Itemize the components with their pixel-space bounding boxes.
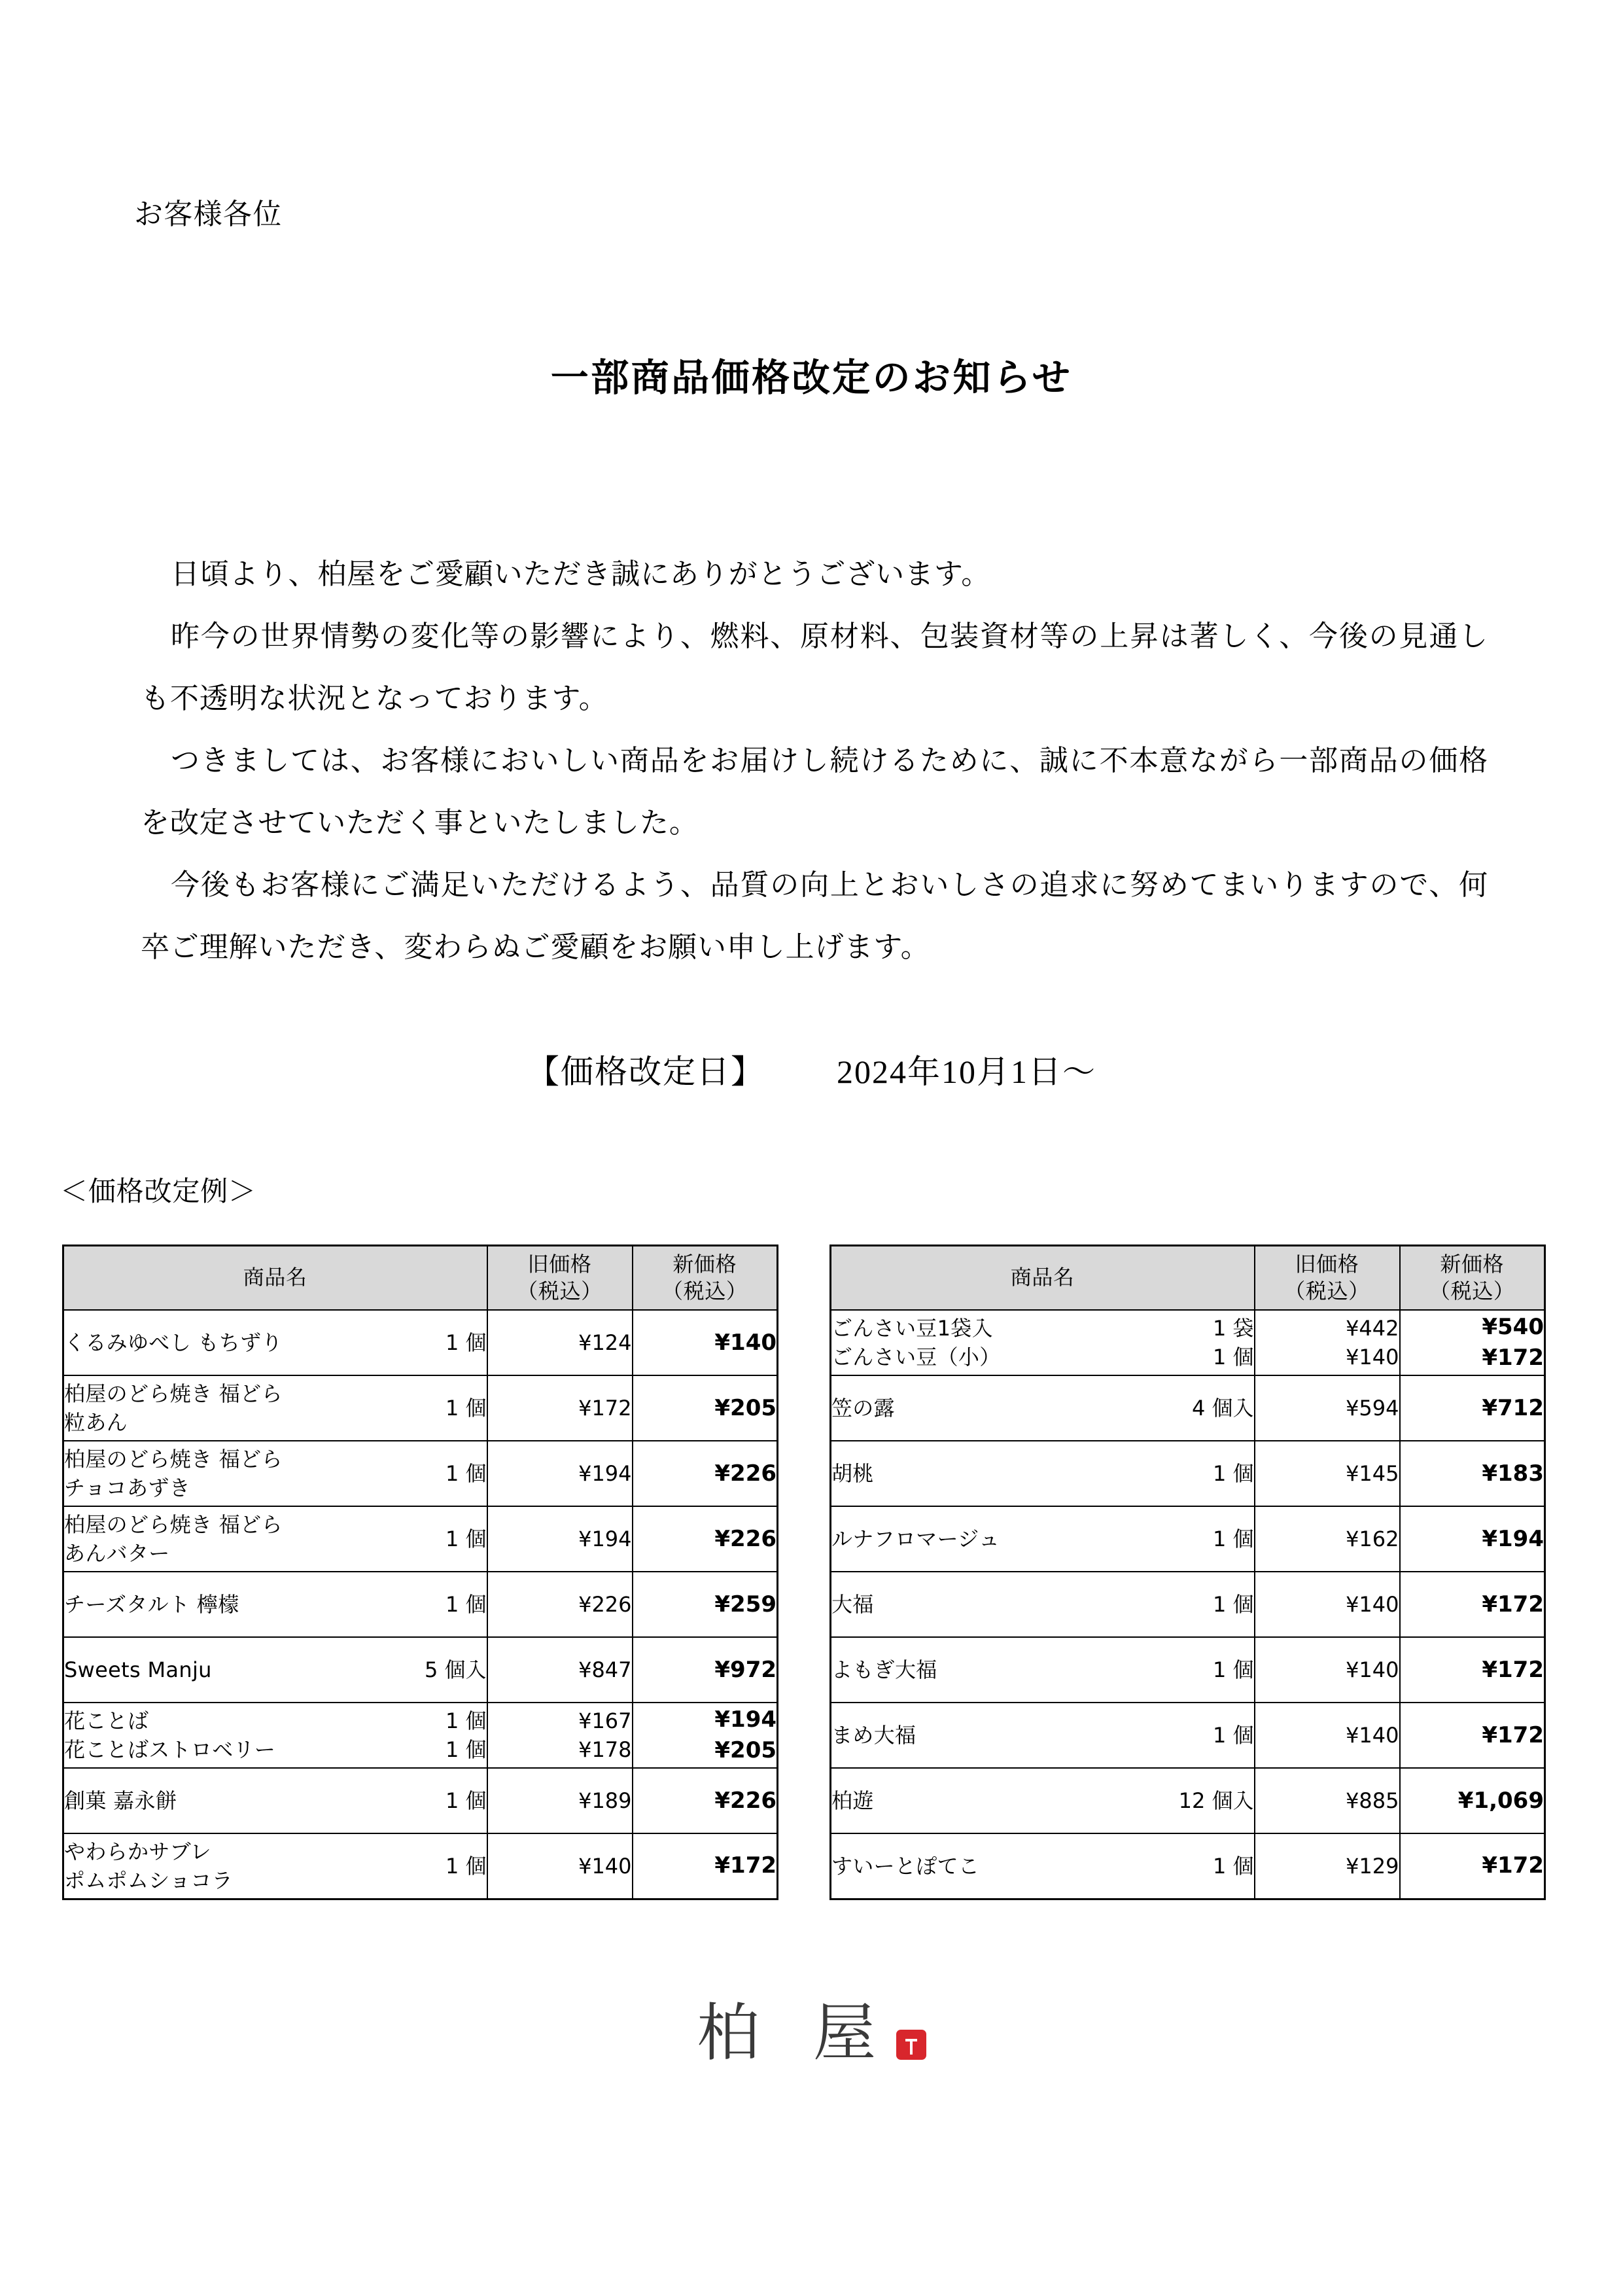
cell-product-name-line: ポムポムショコラ <box>64 1867 233 1893</box>
cell-product-name <box>830 1441 1135 1506</box>
cell-product-name-line: 胡桃 <box>831 1460 874 1486</box>
cell-product-name-line: ごんさい豆（小） <box>831 1345 1001 1369</box>
cell-new-price <box>1400 1833 1545 1899</box>
cell-old-price-line: ¥145 <box>1346 1460 1399 1486</box>
cell-product-name-line: あんバター <box>64 1541 170 1566</box>
cell-product-name-line: 笠の露 <box>831 1395 895 1421</box>
cell-quantity <box>368 1768 487 1833</box>
cell-new-price <box>1400 1441 1545 1506</box>
cell-quantity-line: 1 個 <box>1212 1526 1254 1551</box>
price-tables-area <box>62 1245 1546 1900</box>
cell-new-price-line: ¥226 <box>714 1525 777 1552</box>
cell-new-price-line: ¥172 <box>714 1852 777 1879</box>
cell-old-price-line: ¥172 <box>578 1395 632 1421</box>
table-row <box>63 1703 778 1768</box>
cell-product-name <box>830 1375 1135 1441</box>
cell-product-name <box>830 1506 1135 1572</box>
cell-new-price-line: ¥712 <box>1482 1394 1544 1421</box>
cell-old-price <box>1255 1375 1400 1441</box>
cell-old-price-line: ¥140 <box>1346 1657 1399 1682</box>
cell-new-price-line: ¥540 <box>1482 1314 1544 1341</box>
table-row <box>830 1310 1544 1375</box>
cell-new-price-line: ¥172 <box>1482 1852 1544 1879</box>
cell-old-price-line: ¥140 <box>1346 1722 1399 1748</box>
cell-old-price <box>1255 1768 1400 1833</box>
revision-date <box>0 1046 1623 1093</box>
cell-new-price <box>1400 1375 1545 1441</box>
cell-new-price <box>633 1310 778 1375</box>
cell-product-name <box>63 1572 368 1637</box>
cell-quantity-line: 1 個 <box>1212 1345 1254 1369</box>
cell-old-price-line: ¥140 <box>1346 1345 1399 1369</box>
cell-quantity-line: 1 個 <box>445 1737 487 1762</box>
cell-new-price-line: ¥194 <box>1482 1525 1544 1552</box>
cell-old-price-line: ¥140 <box>578 1853 632 1879</box>
cell-new-price <box>1400 1637 1545 1703</box>
table-row <box>830 1833 1544 1899</box>
old-price-header-line2: （税込） <box>517 1279 602 1303</box>
cell-new-price-line: ¥172 <box>1482 1345 1544 1371</box>
revision-date-value: 2024年10月1日〜 <box>837 1053 1096 1090</box>
cell-quantity <box>368 1310 487 1375</box>
cell-old-price-line: ¥167 <box>578 1708 632 1733</box>
cell-new-price-line: ¥172 <box>1482 1656 1544 1683</box>
cell-new-price <box>1400 1310 1545 1375</box>
cell-quantity <box>368 1375 487 1441</box>
cell-quantity <box>1135 1375 1254 1441</box>
cell-new-price <box>633 1637 778 1703</box>
table-row <box>63 1506 778 1572</box>
cell-product-name-line: すいーとぽてこ <box>831 1853 980 1879</box>
cell-quantity <box>1135 1506 1254 1572</box>
cell-product-name-line: くるみゆべし もちずり <box>64 1330 283 1355</box>
price-table-left <box>62 1245 778 1900</box>
cell-old-price-line: ¥847 <box>578 1657 632 1682</box>
cell-new-price-line: ¥172 <box>1482 1591 1544 1617</box>
table-row <box>63 1441 778 1506</box>
cell-new-price-line: ¥205 <box>714 1737 777 1763</box>
cell-product-name <box>63 1637 368 1703</box>
table-row <box>830 1572 1544 1637</box>
cell-old-price <box>487 1572 633 1637</box>
cell-quantity-line: 1 個 <box>445 1591 487 1617</box>
cell-product-name-line: Sweets Manju <box>64 1657 212 1682</box>
cell-quantity <box>368 1833 487 1899</box>
price-table-right-body <box>830 1310 1544 1899</box>
cell-product-name-line: チーズタルト 檸檬 <box>64 1591 239 1617</box>
cell-new-price <box>633 1703 778 1768</box>
cell-new-price <box>633 1375 778 1441</box>
cell-new-price <box>1400 1703 1545 1768</box>
table-row <box>63 1310 778 1375</box>
cell-quantity-line: 1 個 <box>445 1526 487 1551</box>
cell-quantity-line: 1 個 <box>445 1708 487 1733</box>
cell-product-name <box>830 1833 1135 1899</box>
cell-old-price <box>1255 1833 1400 1899</box>
cell-product-name-line: やわらかサブレ <box>64 1839 211 1864</box>
cell-old-price-line: ¥162 <box>1346 1526 1399 1551</box>
seal-stamp-icon <box>896 2030 926 2060</box>
new-price-header-line1: 新価格 <box>1440 1251 1505 1277</box>
cell-new-price <box>633 1833 778 1899</box>
cell-old-price-line: ¥194 <box>578 1526 632 1551</box>
company-name: 柏 屋 <box>697 1998 895 2068</box>
cell-product-name-line: 粒あん <box>64 1410 128 1435</box>
cell-quantity-line: 1 個 <box>445 1788 487 1813</box>
column-header-product-name: 商品名 <box>63 1246 487 1311</box>
company-logo <box>0 1998 1623 2068</box>
cell-product-name-line: 柏遊 <box>831 1788 874 1813</box>
cell-quantity <box>1135 1572 1254 1637</box>
table-row <box>63 1768 778 1833</box>
table-row <box>830 1637 1544 1703</box>
cell-new-price <box>1400 1506 1545 1572</box>
salutation: お客様各位 <box>134 198 283 230</box>
cell-product-name <box>830 1310 1135 1375</box>
cell-product-name <box>63 1375 368 1441</box>
new-price-header-line2: （税込） <box>1429 1279 1515 1303</box>
cell-product-name-line: 柏屋のどら焼き 福どら <box>64 1446 283 1472</box>
cell-quantity-line: 1 個 <box>445 1460 487 1486</box>
cell-old-price-line: ¥594 <box>1346 1395 1399 1421</box>
cell-old-price <box>1255 1310 1400 1375</box>
cell-old-price-line: ¥194 <box>578 1460 632 1486</box>
cell-product-name <box>63 1441 368 1506</box>
cell-old-price <box>487 1833 633 1899</box>
revision-date-label: 【価格改定日】 <box>527 1053 765 1090</box>
old-price-header-line2: （税込） <box>1284 1279 1370 1303</box>
cell-old-price <box>1255 1637 1400 1703</box>
cell-old-price <box>1255 1703 1400 1768</box>
table-row <box>63 1833 778 1899</box>
cell-quantity-line: 1 個 <box>1212 1722 1254 1748</box>
cell-quantity-line: 1 個 <box>1212 1591 1254 1617</box>
cell-quantity-line: 1 個 <box>1212 1460 1254 1486</box>
cell-new-price-line: ¥259 <box>714 1591 777 1617</box>
cell-old-price <box>1255 1572 1400 1637</box>
cell-new-price-line: ¥1,069 <box>1457 1787 1544 1814</box>
table-row <box>830 1441 1544 1506</box>
cell-new-price <box>633 1506 778 1572</box>
cell-quantity-line: 12 個入 <box>1178 1788 1254 1813</box>
cell-product-name <box>830 1768 1135 1833</box>
cell-new-price <box>633 1768 778 1833</box>
cell-quantity-line: 5 個入 <box>424 1657 487 1682</box>
cell-quantity <box>368 1572 487 1637</box>
cell-old-price <box>1255 1506 1400 1572</box>
cell-new-price <box>1400 1768 1545 1833</box>
cell-product-name-line: 創菓 嘉永餅 <box>64 1788 177 1813</box>
cell-product-name-line: 花ことばストロベリー <box>64 1737 276 1762</box>
new-price-header-line1: 新価格 <box>672 1251 737 1277</box>
cell-old-price-line: ¥129 <box>1346 1853 1399 1879</box>
column-header-old-price <box>1255 1246 1400 1311</box>
cell-quantity-line: 1 個 <box>445 1395 487 1421</box>
cell-new-price-line: ¥226 <box>714 1460 777 1487</box>
table-row <box>63 1375 778 1441</box>
page-title: 一部商品価格改定のお知らせ <box>550 357 1073 399</box>
cell-quantity <box>1135 1768 1254 1833</box>
cell-product-name <box>63 1703 368 1768</box>
cell-new-price-line: ¥140 <box>714 1329 777 1356</box>
cell-quantity-line: 1 個 <box>445 1330 487 1355</box>
cell-quantity <box>368 1441 487 1506</box>
cell-old-price <box>487 1768 633 1833</box>
cell-quantity <box>368 1637 487 1703</box>
cell-old-price-line: ¥124 <box>578 1330 632 1355</box>
cell-product-name-line: チョコあずき <box>64 1475 190 1500</box>
cell-old-price <box>487 1506 633 1572</box>
column-header-new-price <box>633 1246 778 1311</box>
cell-quantity <box>368 1703 487 1768</box>
cell-product-name <box>63 1768 368 1833</box>
cell-product-name <box>63 1506 368 1572</box>
old-price-header-line1: 旧価格 <box>1295 1251 1359 1277</box>
cell-old-price <box>487 1703 633 1768</box>
cell-product-name-line: 柏屋のどら焼き 福どら <box>64 1511 283 1537</box>
cell-product-name-line: よもぎ大福 <box>831 1657 937 1682</box>
price-table-left-body <box>63 1310 778 1899</box>
cell-old-price <box>487 1375 633 1441</box>
cell-old-price-line: ¥140 <box>1346 1591 1399 1617</box>
cell-quantity-line: 1 袋 <box>1212 1315 1254 1341</box>
cell-new-price <box>633 1441 778 1506</box>
body-paragraph-4: 今後もお客様にご満足いただけるよう、品質の向上とおいしさの追求に努めてまいりますので、何卒ご理解いただき、変わらぬご愛顧をお願い申し上げます。 <box>141 869 1488 963</box>
cell-product-name-line: まめ大福 <box>831 1722 916 1748</box>
cell-product-name <box>63 1833 368 1899</box>
cell-new-price-line: ¥205 <box>714 1394 777 1421</box>
cell-product-name <box>830 1703 1135 1768</box>
cell-quantity-line: 1 個 <box>1212 1657 1254 1682</box>
cell-old-price <box>487 1310 633 1375</box>
cell-product-name-line: ルナフロマージュ <box>831 1526 1000 1551</box>
cell-old-price-line: ¥885 <box>1346 1788 1399 1813</box>
cell-new-price-line: ¥194 <box>714 1706 777 1733</box>
table-row <box>830 1703 1544 1768</box>
cell-quantity <box>1135 1703 1254 1768</box>
column-header-old-price <box>487 1246 633 1311</box>
cell-product-name-line: 柏屋のどら焼き 福どら <box>64 1381 283 1406</box>
cell-product-name-line: 花ことば <box>64 1708 149 1733</box>
cell-old-price-line: ¥442 <box>1346 1315 1399 1341</box>
cell-quantity <box>368 1506 487 1572</box>
cell-new-price-line: ¥172 <box>1482 1722 1544 1748</box>
cell-quantity <box>1135 1637 1254 1703</box>
table-row <box>63 1637 778 1703</box>
cell-old-price <box>487 1637 633 1703</box>
cell-old-price <box>1255 1441 1400 1506</box>
price-table-right <box>829 1245 1546 1900</box>
examples-heading: ＜価格改定例＞ <box>60 1177 256 1207</box>
cell-product-name-line: ごんさい豆1袋入 <box>831 1315 993 1341</box>
table-header-row <box>63 1246 778 1311</box>
cell-product-name <box>830 1637 1135 1703</box>
cell-new-price-line: ¥183 <box>1482 1460 1544 1487</box>
cell-old-price-line: ¥226 <box>578 1591 632 1617</box>
table-header-row <box>830 1246 1544 1311</box>
column-header-product-name: 商品名 <box>830 1246 1254 1311</box>
new-price-header-line2: （税込） <box>661 1279 748 1303</box>
cell-quantity <box>1135 1441 1254 1506</box>
cell-quantity-line: 1 個 <box>1212 1853 1254 1879</box>
cell-product-name <box>63 1310 368 1375</box>
cell-product-name <box>830 1572 1135 1637</box>
table-row <box>63 1572 778 1637</box>
cell-product-name-line: 大福 <box>831 1591 874 1617</box>
cell-quantity <box>1135 1310 1254 1375</box>
cell-old-price <box>487 1441 633 1506</box>
cell-new-price-line: ¥972 <box>714 1656 777 1683</box>
cell-old-price-line: ¥189 <box>578 1788 632 1813</box>
cell-quantity-line: 1 個 <box>445 1853 487 1879</box>
body-paragraph-3: つきましては、お客様においしい商品をお届けし続けるために、誠に不本意ながら一部商品の価格を改定させていただく事といたしました。 <box>141 745 1488 839</box>
cell-new-price-line: ¥226 <box>714 1787 777 1814</box>
cell-old-price-line: ¥178 <box>578 1737 632 1762</box>
body-paragraph-2: 昨今の世界情勢の変化等の影響により、燃料、原材料、包装資材等の上昇は著しく、今後の見通しも不透明な状況となっております。 <box>141 620 1488 715</box>
table-row <box>830 1768 1544 1833</box>
cell-new-price <box>1400 1572 1545 1637</box>
old-price-header-line1: 旧価格 <box>527 1251 592 1277</box>
cell-quantity-line: 4 個入 <box>1191 1395 1254 1421</box>
body-paragraph-1: 日頃より、柏屋をご愛顧いただき誠にありがとうございます。 <box>171 558 991 590</box>
table-row <box>830 1375 1544 1441</box>
table-row <box>830 1506 1544 1572</box>
body-text <box>141 543 1488 978</box>
cell-quantity <box>1135 1833 1254 1899</box>
cell-new-price <box>633 1572 778 1637</box>
column-header-new-price <box>1400 1246 1545 1311</box>
